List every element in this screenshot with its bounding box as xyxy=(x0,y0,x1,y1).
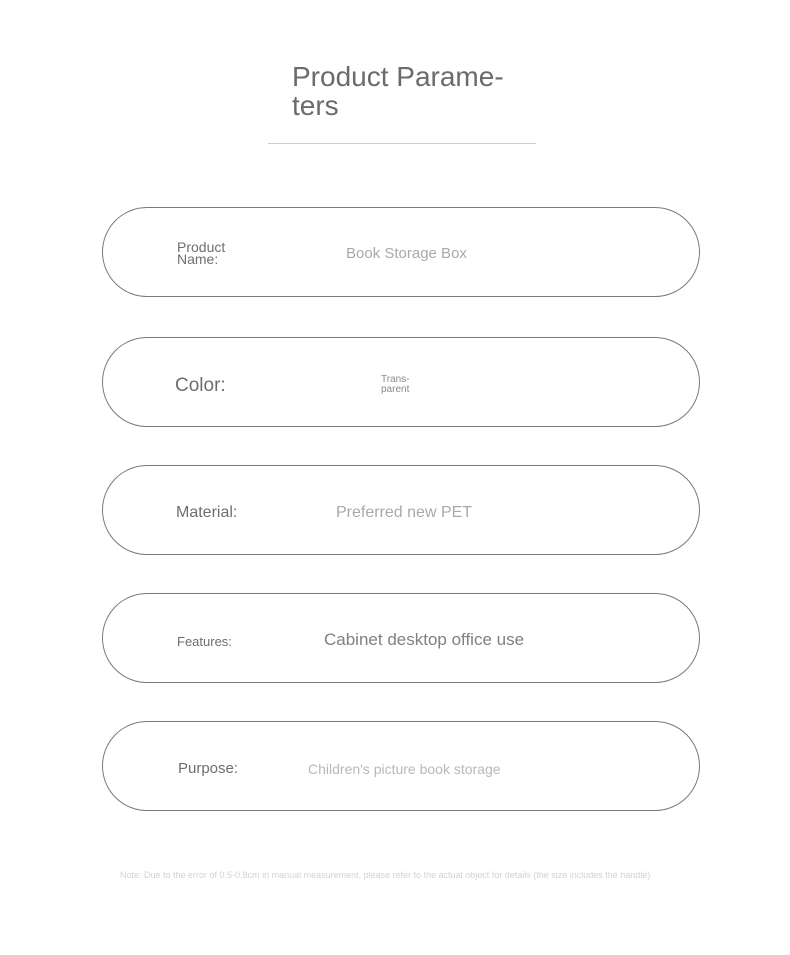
measurement-note: Note: Due to the error of 0.5-0.8cm in manual measurement, please refer to the actual object for details (the size includes the handle) xyxy=(120,870,651,880)
param-row-features xyxy=(102,593,700,683)
param-value-color: Trans- parent xyxy=(381,374,410,395)
param-label-purpose: Purpose: xyxy=(178,760,239,777)
param-row-color xyxy=(102,337,700,427)
param-value-product-name: Book Storage Box xyxy=(346,245,467,262)
param-label-features: Features: xyxy=(177,634,232,649)
param-label-material: Material: xyxy=(176,504,238,521)
param-value-features: Cabinet desktop office use xyxy=(324,630,525,649)
param-value-purpose: Children's picture book storage xyxy=(308,761,501,777)
param-label-color: Color: xyxy=(175,375,226,396)
param-row-material xyxy=(102,465,700,555)
param-row-product-name xyxy=(102,207,700,297)
page-title: Product Parame- ters xyxy=(292,61,504,121)
param-row-purpose xyxy=(102,721,700,811)
title-divider xyxy=(268,143,536,144)
param-value-material: Preferred new PET xyxy=(336,504,473,521)
param-label-product-name: Product Name: xyxy=(177,239,226,267)
